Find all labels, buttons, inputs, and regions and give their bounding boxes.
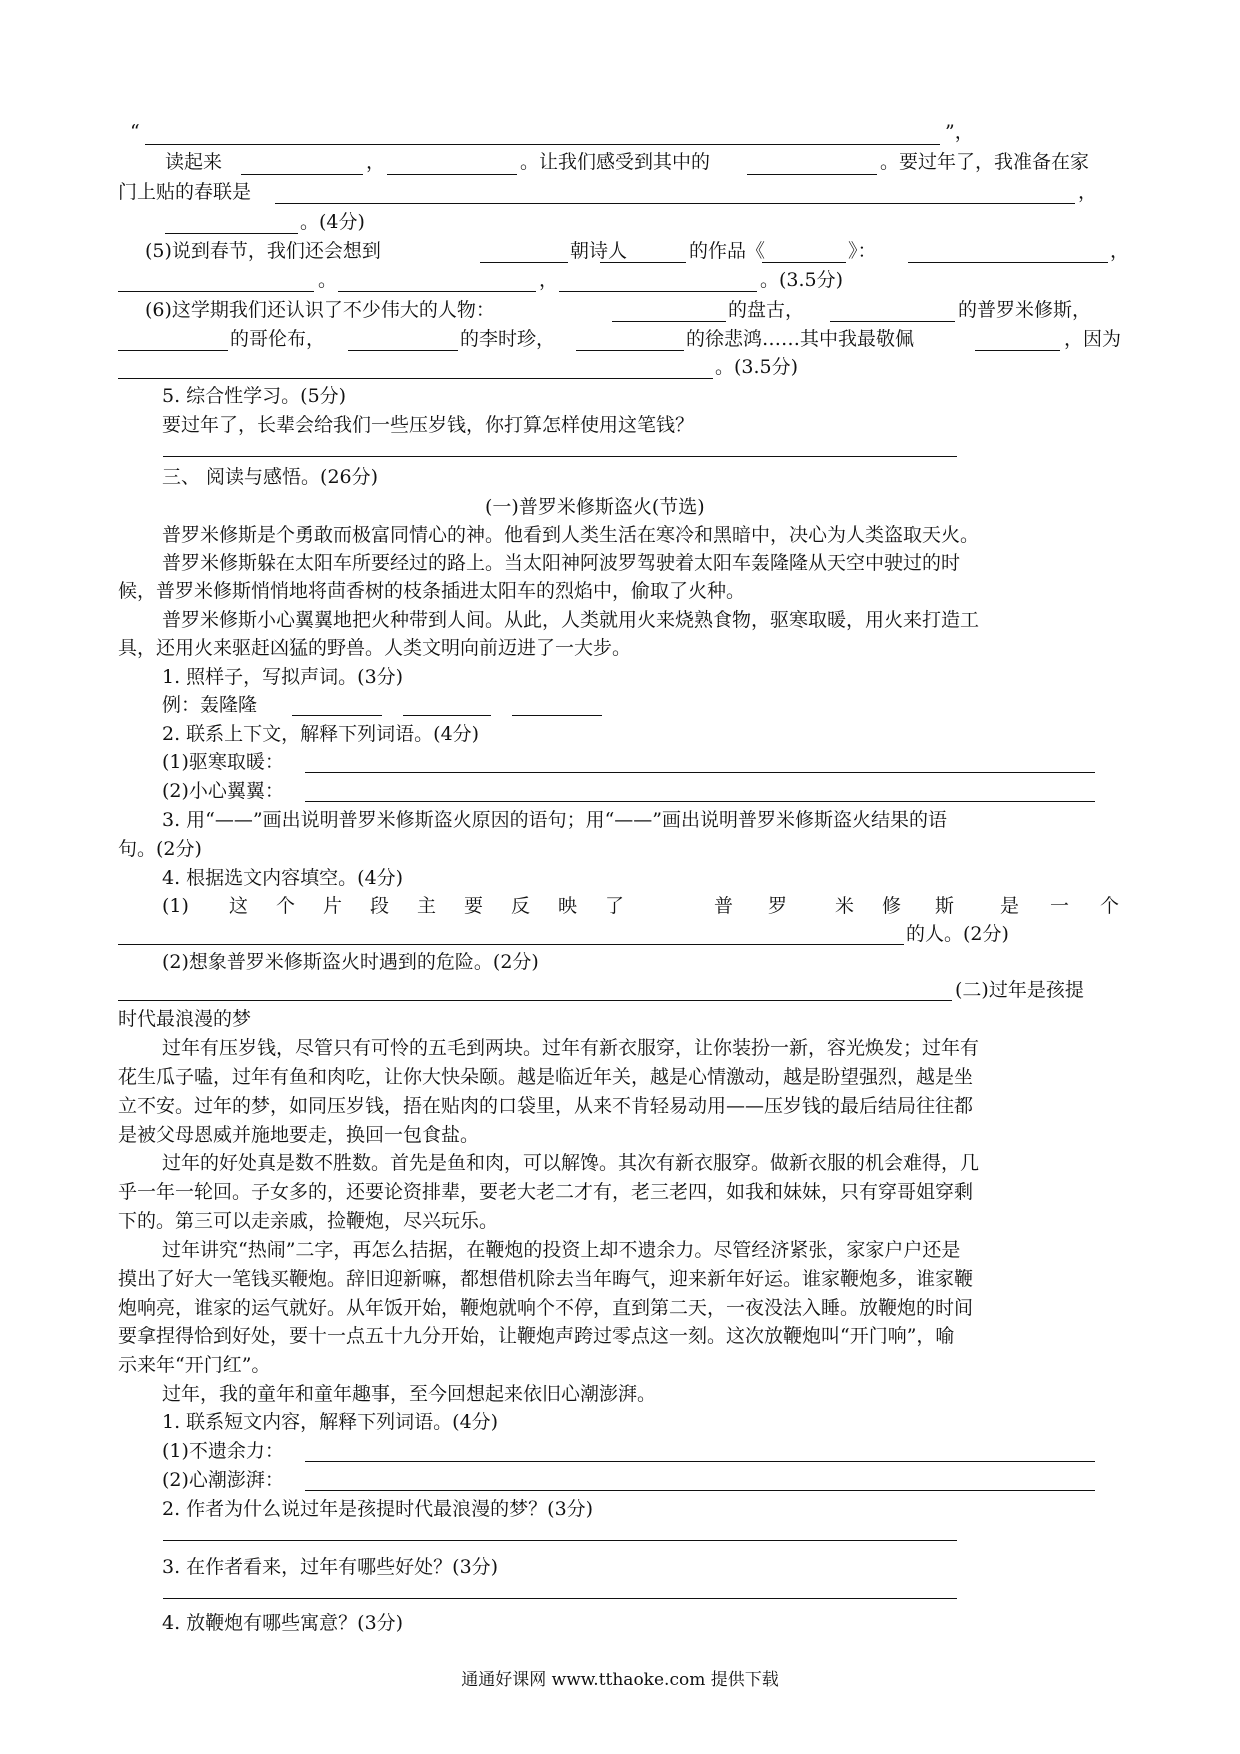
text: ，因为 — [1064, 328, 1122, 350]
paragraph-line — [0, 1091, 1240, 1121]
answer-blank[interactable] — [163, 456, 957, 457]
paragraph-line — [0, 1120, 1240, 1150]
text: 》： — [848, 240, 877, 262]
paragraph-line — [0, 576, 1240, 606]
paragraph-line — [0, 1235, 1240, 1265]
close-quote: ”， — [945, 121, 974, 143]
answer-blank[interactable] — [559, 291, 757, 292]
question-line — [0, 947, 1240, 977]
text: (2)小心翼翼： — [162, 780, 284, 802]
text: 句。(2分) — [118, 838, 202, 860]
answer-blank[interactable] — [305, 1461, 1095, 1462]
text: 普罗米修斯小心翼翼地把火种带到人间。从此，人类就用火来烧熟食物，驱寒取暖，用火来打造工 — [162, 609, 980, 631]
answer-blank[interactable] — [145, 144, 940, 145]
answer-blank[interactable] — [338, 291, 536, 292]
text: (2)想象普罗米修斯盗火时遇到的危险。(2分) — [162, 951, 539, 973]
text: (2)心潮澎湃： — [162, 1469, 284, 1491]
paragraph-line — [0, 1206, 1240, 1236]
text: 片 — [323, 895, 343, 917]
answer-blank[interactable] — [830, 321, 955, 322]
text: 罗 — [768, 895, 788, 917]
paragraph-line — [0, 1062, 1240, 1092]
paragraph-line — [0, 1177, 1240, 1207]
text: 。 — [318, 269, 338, 291]
text: 要过年了，长辈会给我们一些压岁钱，你打算怎样使用这笔钱？ — [162, 414, 695, 436]
passage-1-title — [0, 492, 1240, 522]
section-3-heading — [0, 462, 1240, 492]
text: 门上贴的春联是 — [118, 181, 252, 203]
paragraph-line — [0, 605, 1240, 635]
answer-blank[interactable] — [480, 262, 568, 263]
text: 候，普罗米修斯悄悄地将茴香树的枝条插进太阳车的烈焰中，偷取了火种。 — [118, 580, 746, 602]
text: 具，还用火来驱赶凶猛的野兽。人类文明向前迈进了一大步。 — [118, 637, 632, 659]
paragraph-line — [0, 1033, 1240, 1063]
text: ， — [366, 151, 386, 173]
text: 一 — [1050, 895, 1070, 917]
answer-blank[interactable] — [165, 233, 298, 234]
answer-blank[interactable] — [908, 262, 1108, 263]
text: 映 — [558, 895, 578, 917]
example-line — [0, 690, 1240, 720]
answer-blank[interactable] — [600, 262, 686, 263]
answer-blank[interactable] — [118, 291, 314, 292]
text: ， — [1078, 181, 1098, 203]
text: 了 — [605, 895, 625, 917]
text: 要拿捏得恰到好处，要十一点五十九分开始，让鞭炮声跨过零点这一刻。这次放鞭炮叫“开门响”，喻 — [118, 1325, 955, 1347]
answer-blank[interactable] — [747, 174, 877, 175]
answer-blank[interactable] — [241, 174, 363, 175]
text: 普罗米修斯躲在太阳车所要经过的路上。当太阳神阿波罗驾驶着太阳车轰隆隆从天空中驶过的时 — [162, 552, 961, 574]
text: 是被父母恩威并施地要走，换回一包食盐。 — [118, 1124, 480, 1146]
text: 普 — [714, 895, 734, 917]
text: 读起来 — [165, 151, 223, 173]
text: 朝诗人 — [570, 240, 628, 262]
text: 的徐悲鸿……其中我最敬佩 — [686, 328, 915, 350]
passage-2-title-line — [0, 1004, 1240, 1034]
text: 1. 联系短文内容，解释下列词语。(4分) — [162, 1411, 499, 1433]
question-line — [0, 834, 1240, 864]
text: (一)普罗米修斯盗火(节选) — [485, 496, 705, 518]
text: 个 — [276, 895, 296, 917]
answer-blank[interactable] — [305, 1490, 1095, 1491]
text: 反 — [511, 895, 531, 917]
footer-credit: 通通好课网 www.tthaoke.com 提供下载 — [461, 1670, 779, 1690]
answer-blank[interactable] — [305, 772, 1095, 773]
text: 过年，我的童年和童年趣事，至今回想起来依旧心潮澎湃。 — [162, 1383, 657, 1405]
answer-blank[interactable] — [118, 1000, 952, 1001]
text: 。(3.5分) — [715, 356, 799, 378]
text: 时代最浪漫的梦 — [118, 1008, 252, 1030]
text: (5)说到春节，我们还会想到 — [145, 240, 381, 262]
paragraph-line — [0, 633, 1240, 663]
text: 5. 综合性学习。(5分) — [162, 385, 347, 407]
couplet-line — [0, 117, 1240, 147]
text: 这 — [229, 895, 249, 917]
text: 的盘古， — [728, 299, 805, 321]
answer-blank[interactable] — [292, 715, 382, 716]
answer-blank[interactable] — [163, 1540, 957, 1541]
text: (1)驱寒取暖： — [162, 751, 284, 773]
text: 要 — [464, 895, 484, 917]
paragraph-line — [0, 1264, 1240, 1294]
text: 过年讲究“热闹”二字，再怎么拮据，在鞭炮的投资上却不遗余力。尽管经济紧张，家家户户还是 — [162, 1239, 961, 1261]
text: (二)过年是孩提 — [955, 979, 1084, 1001]
text: 例：轰隆隆 — [162, 694, 258, 716]
text: 示来年“开门红”。 — [118, 1354, 271, 1376]
question-line — [0, 662, 1240, 692]
text: 斯 — [935, 895, 955, 917]
text: ， — [539, 269, 559, 291]
answer-blank[interactable] — [163, 1598, 957, 1599]
paragraph-line — [0, 1293, 1240, 1323]
text: (6)这学期我们还认识了不少伟大的人物： — [145, 299, 495, 321]
paragraph-line — [0, 1148, 1240, 1178]
text: 。让我们感受到其中的 — [520, 151, 711, 173]
text: 过年的好处真是数不胜数。首先是鱼和肉，可以解馋。其次有新衣服穿。做新衣服的机会难得，几 — [162, 1152, 980, 1174]
answer-blank[interactable] — [612, 321, 726, 322]
text: 4. 根据选文内容填空。(4分) — [162, 867, 404, 889]
text: 的普罗米修斯， — [958, 299, 1092, 321]
question-line — [0, 1552, 1240, 1582]
answer-blank[interactable] — [118, 378, 713, 379]
text: 2. 联系上下文，解释下列词语。(4分) — [162, 723, 480, 745]
text: 1. 照样子，写拟声词。(3分) — [162, 666, 404, 688]
paragraph-line — [0, 1379, 1240, 1409]
answer-blank[interactable] — [576, 350, 684, 351]
question-line — [0, 1494, 1240, 1524]
answer-blank[interactable] — [118, 350, 228, 351]
text: 是 — [1000, 895, 1020, 917]
question-line — [0, 1407, 1240, 1437]
text: 段 — [370, 895, 390, 917]
text: (1)不遗余力： — [162, 1440, 284, 1462]
section-5-question — [0, 410, 1240, 440]
text: 。要过年了，我准备在家 — [880, 151, 1090, 173]
text: 的人。(2分) — [906, 923, 1009, 945]
answer-blank[interactable] — [275, 203, 1075, 204]
question-line — [0, 1608, 1240, 1638]
text: ， — [1110, 240, 1130, 262]
text: 米 — [835, 895, 855, 917]
paragraph-line — [0, 548, 1240, 578]
answer-blank[interactable] — [348, 350, 458, 351]
paragraph-line — [0, 1350, 1240, 1380]
answer-blank[interactable] — [762, 262, 846, 263]
section-5-heading — [0, 381, 1240, 411]
answer-blank[interactable] — [403, 715, 491, 716]
reading-feel-line — [0, 147, 1240, 177]
answer-blank[interactable] — [512, 715, 602, 716]
answer-blank[interactable] — [118, 944, 904, 945]
text: 立不安。过年的梦，如同压岁钱，捂在贴肉的口袋里，从来不肯轻易动用——压岁钱的最后结局往往都 — [118, 1095, 974, 1117]
text: 下的。第三可以走亲戚，捡鞭炮，尽兴玩乐。 — [118, 1210, 499, 1232]
question-line — [0, 863, 1240, 893]
text: 主 — [417, 895, 437, 917]
text: (1) — [162, 895, 189, 917]
text: 的李时珍， — [460, 328, 556, 350]
text: 三、 阅读与感悟。(26分) — [162, 466, 379, 488]
paragraph-line — [0, 520, 1240, 550]
open-quote: “ — [130, 121, 140, 143]
question-line — [0, 805, 1240, 835]
spaced-question-line — [0, 891, 1240, 921]
paragraph-line — [0, 1321, 1240, 1351]
answer-blank[interactable] — [975, 350, 1060, 351]
text: 摸出了好大一笔钱买鞭炮。辞旧迎新嘛，都想借机除去当年晦气，迎来新年好运。谁家鞭炮多，谁家鞭 — [118, 1268, 974, 1290]
answer-blank[interactable] — [305, 801, 1095, 802]
answer-blank[interactable] — [387, 174, 517, 175]
text: 的哥伦布， — [230, 328, 326, 350]
text: 花生瓜子嗑，过年有鱼和肉吃，让你大快朵颐。越是临近年关，越是心情激动，越是盼望强烈，越是坐 — [118, 1066, 974, 1088]
text: 。(4分) — [300, 211, 365, 233]
question-line — [0, 719, 1240, 749]
text: 2. 作者为什么说过年是孩提时代最浪漫的梦？(3分) — [162, 1498, 594, 1520]
text: 乎一年一轮回。子女多的，还要论资排辈，要老大老二才有，老三老四，如我和妹妹，只有穿哥姐穿剩 — [118, 1181, 974, 1203]
text: 的作品《 — [689, 240, 766, 262]
text: 3. 用“——”画出说明普罗米修斯盗火原因的语句；用“——”画出说明普罗米修斯盗火结果的语 — [162, 809, 948, 831]
text: 过年有压岁钱，尽管只有可怜的五毛到两块。过年有新衣服穿，让你装扮一新，容光焕发；过年有 — [162, 1037, 980, 1059]
text: 普罗米修斯是个勇敢而极富同情心的神。他看到人类生活在寒冷和黑暗中，决心为人类盗取天火。 — [162, 524, 980, 546]
text: 。(3.5分) — [760, 269, 844, 291]
text: 炮响亮，谁家的运气就好。从年饭开始，鞭炮就响个不停，直到第二天，一夜没法入睡。放鞭炮的时间 — [118, 1297, 974, 1319]
text: 修 — [882, 895, 902, 917]
text: 3. 在作者看来，过年有哪些好处？(3分) — [162, 1556, 499, 1578]
text: 4. 放鞭炮有哪些寓意？(3分) — [162, 1612, 404, 1634]
text: 个 — [1100, 895, 1120, 917]
